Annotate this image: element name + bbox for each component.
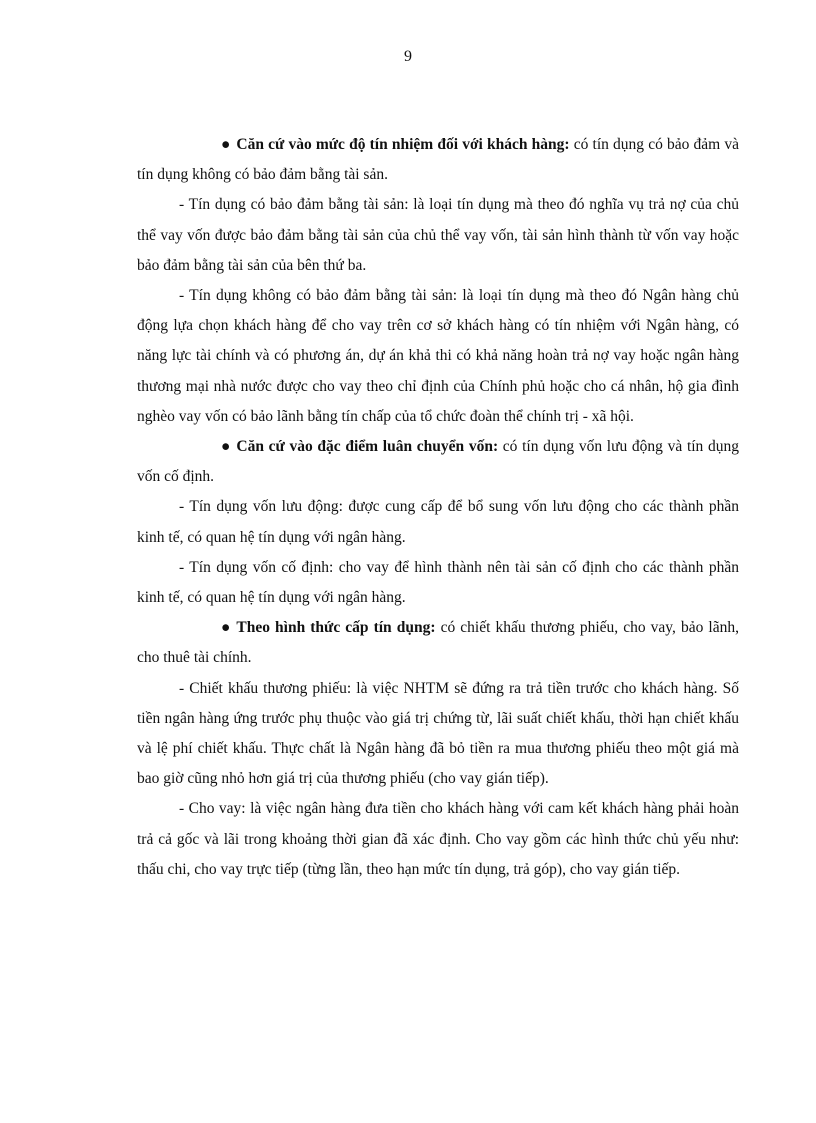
section-intro: có tín dụng vốn lưu động và tín dụng vốn cố định.: [137, 438, 739, 486]
body-paragraph: - Tín dụng vốn cố định: cho vay để hình thành nên tài sản cố định cho các thành phần kinh tế, có quan hệ tín dụng với ngân hàng.: [137, 558, 739, 607]
body-paragraph: - Tín dụng vốn lưu động: được cung cấp để bổ sung vốn lưu động cho các thành phần kinh tế, có quan hệ tín dụng với ngân hàng.: [137, 498, 739, 546]
body-paragraph: - Tín dụng có bảo đảm bằng tài sản: là loại tín dụng mà theo đó nghĩa vụ trả nợ của chủ thể vay vốn được bảo đảm bằng tài sản của chủ thể vay vốn, tài sản hình thành từ vốn vay hoặc bảo đảm bằng tài sản của bên thứ ba.: [137, 196, 739, 274]
section-heading: Căn cứ vào đặc điểm luân chuyển vốn:: [236, 438, 499, 456]
page-number: 9: [404, 48, 412, 65]
bullet-icon: ●: [221, 438, 231, 456]
body-paragraph: - Cho vay: là việc ngân hàng đưa tiền cho khách hàng với cam kết khách hàng phải hoàn trả cả gốc và lãi trong khoảng thời gian đã xác định. Cho vay gồm các hình thức chủ yếu như: thấu chi, cho vay trực tiếp (từng lần, theo hạn mức tín dụng, trả góp), cho vay gián tiếp.: [137, 800, 739, 878]
section-heading: Theo hình thức cấp tín dụng:: [236, 619, 436, 637]
document-body: [137, 130, 739, 885]
body-paragraph: - Tín dụng không có bảo đảm bằng tài sản: là loại tín dụng mà theo đó Ngân hàng chủ động lựa chọn khách hàng để cho vay trên cơ sở khách hàng có tín nhiệm với Ngân hàng, có năng lực tài chính và có phương án, dự án khả thi có khả năng hoàn trả nợ vay hoặc ngân hàng thương mại nhà nước được cho vay theo chỉ định của Chính phủ hoặc cho cá nhân, hộ gia đình nghèo vay vốn có bảo lãnh bằng tín chấp của tổ chức đoàn thể chính trị - xã hội.: [137, 287, 739, 425]
section-heading: Căn cứ vào mức độ tín nhiệm đối với khách hàng:: [236, 136, 570, 153]
section-intro: có chiết khấu thương phiếu, cho vay, bảo lãnh, cho thuê tài chính.: [137, 619, 739, 667]
section-heading-paragraph: [137, 613, 739, 673]
section-heading-paragraph: [137, 130, 739, 190]
section-intro: có tín dụng có bảo đảm và tín dụng không có bảo đảm bằng tài sản.: [137, 136, 739, 184]
bullet-icon: ●: [221, 136, 231, 153]
section-heading-paragraph: [137, 432, 739, 492]
bullet-icon: ●: [221, 619, 231, 637]
body-paragraph: - Chiết khấu thương phiếu: là việc NHTM sẽ đứng ra trả tiền trước cho khách hàng. Số tiền ngân hàng ứng trước phụ thuộc vào giá trị chứng từ, lãi suất chiết khấu, thời hạn chiết khấu và lệ phí chiết khấu. Thực chất là Ngân hàng đã bỏ tiền ra mua thương phiếu theo một giá mà bao giờ cũng nhỏ hơn giá trị của thương phiếu (cho vay gián tiếp).: [137, 679, 739, 788]
